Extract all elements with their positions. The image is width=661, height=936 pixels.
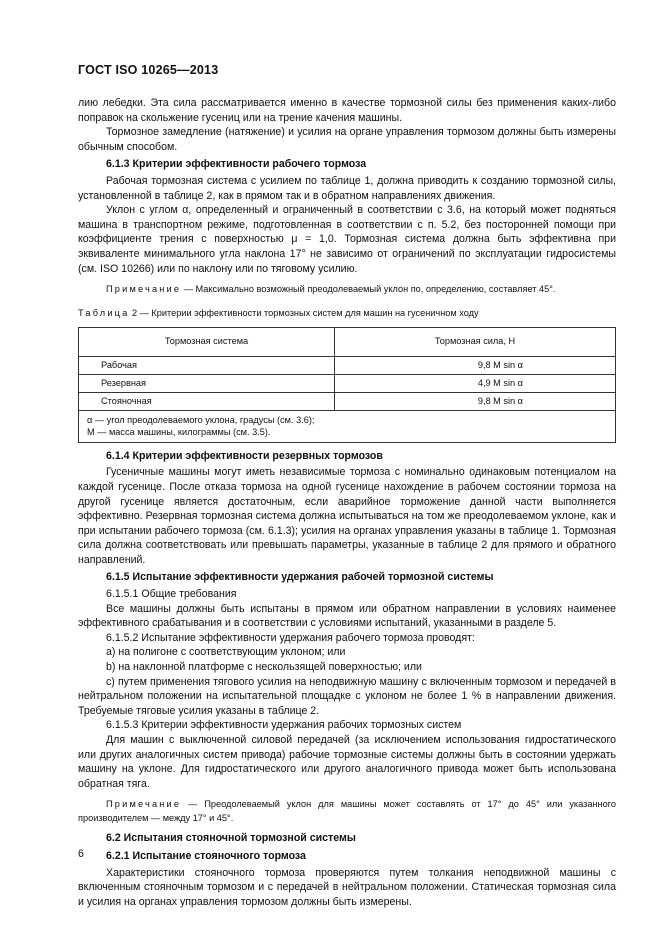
footnote-line: α — угол преодолеваемого уклона, градусы (см. 3.6);	[87, 414, 315, 425]
table-row	[79, 392, 616, 410]
table-cell: 9,8 M sin α	[335, 392, 616, 410]
table-header-cell: Тормозная система	[79, 327, 335, 356]
note	[78, 282, 616, 296]
paragraph: Все машины должны быть испытаны в прямом или обратном направлении в условиях наименее эффективного срабатывания и в соответствии с условиями испытаний, указанными в разделе 5.	[78, 602, 616, 630]
table-cell: 4,9 M sin α	[335, 374, 616, 392]
section-heading-6-2-1: 6.2.1 Испытание стояночного тормоза	[106, 849, 306, 862]
subsection-6-1-5-1: 6.1.5.1 Общие требования	[106, 588, 237, 601]
list-item: a) на полигоне с соответствующим уклоном; или	[106, 646, 346, 659]
table-cell: 9,8 M sin α	[335, 356, 616, 374]
list-item: b) на наклонной платформе с нескользящей поверхностью; или	[106, 661, 422, 674]
section-heading-6-1-4: 6.1.4 Критерии эффективности резервных тормозов	[106, 449, 383, 462]
table-row	[79, 374, 616, 392]
table-caption-text: 2 — Критерии эффективности тормозных систем для машин на гусеничном ходу	[129, 308, 479, 319]
note-label: Примечание	[106, 284, 182, 295]
paragraph: лию лебедки. Эта сила рассматривается именно в качестве тормозной силы без применения каких-либо поправок на скольжение гусениц или на трение качения машины.	[78, 97, 616, 124]
table-cell: Рабочая	[79, 356, 335, 374]
section-heading-6-2: 6.2 Испытания стояночной тормозной системы	[106, 832, 356, 845]
section-heading-6-1-5: 6.1.5 Испытание эффективности удержания рабочей тормозной системы	[106, 571, 494, 584]
paragraph: Характеристики стояночного тормоза проверяются путем толкания неподвижной машины с включенным стояночным тормозом и с передачей в нейтральном положении. Статическая тормозная сила и усилия на органах управления тормозом должны быть измерены.	[78, 866, 616, 908]
table-row	[79, 356, 616, 374]
table-cell: Стояночная	[79, 392, 335, 410]
page-header: ГОСТ ISO 10265—2013	[78, 63, 219, 77]
page-number: 6	[78, 848, 84, 860]
note-text: — Максимально возможный преодолеваемый уклон по, определению, составляет 45°.	[181, 284, 556, 295]
table-header-row	[79, 327, 616, 356]
table-caption	[78, 306, 616, 321]
table-header-cell: Тормозная сила, Н	[335, 327, 616, 356]
subsection-6-1-5-2: 6.1.5.2 Испытание эффективности удержания рабочего тормоза проводят:	[106, 631, 475, 644]
table-cell: Резервная	[79, 374, 335, 392]
table-caption-label: Таблица	[78, 308, 130, 319]
paragraph: Рабочая тормозная система с усилием по таблице 1, должна приводить к созданию тормозной силы, установленной в таблице 2, как в прямом так и в обратном направлениях движения.	[78, 174, 616, 202]
table-footnote	[79, 410, 616, 442]
section-heading-6-1-3: 6.1.3 Критерии эффективности рабочего тормоза	[106, 158, 367, 171]
note	[78, 797, 616, 825]
brake-criteria-table	[78, 327, 616, 443]
subsection-6-1-5-3: 6.1.5.3 Критерии эффективности удержания рабочих тормозных систем	[106, 719, 462, 732]
footnote-line: M — масса машины, килограммы (см. 3.5).	[87, 427, 271, 438]
note-text: — Преодолеваемый уклон для машины может составлять от 17° до 45° или указанного производителем — между 17° и 45°.	[78, 799, 616, 824]
paragraph: Тормозное замедление (натяжение) и усилия на органе управления тормозом должны быть измерены обычным способом.	[78, 126, 616, 153]
list-item: c) путем применения тягового усилия на неподвижную машину с включенным тормозом и передачей в нейтральном положении на испытательной площадке с уклоном не более 1 % в направлении движения. Требуемые тяговые усилия указаны в таблице 2.	[78, 675, 616, 717]
paragraph: Уклон с углом α, определенный и ограниченный в соответствии с 3.6, на который может подняться машина в транспортном режиме, подготовленная в соответствии с п. 5.2, без посторонней помощи при коэффициенте трения с поверхностью μ = 1,0. Тормозная система должна быть эффективна при эквиваленте минимального угла наклона 17° не зависимо от ограничений по эксплуатации гидросистемы (см. ISO 10266) или по наклону или по тяговому усилию.	[78, 204, 616, 275]
table-footnote-row	[79, 410, 616, 442]
page-content	[78, 96, 616, 909]
paragraph: Для машин с выключенной силовой передачей (за исключением использования гидростатического или других аналогичных систем привода) рабочие тормозные системы должны быть в состоянии удержать машину на уклоне. Для гидростатического или другого аналогичного привода может быть использована обратная тяга.	[78, 734, 616, 790]
paragraph: Гусеничные машины могут иметь независимые тормоза с номинально одинаковым потенциалом на каждой гусенице. После отказа тормоза на одной гусенице нахождение в рабочем состоянии тормоза на другой гусенице является достаточным, если аварийное торможение данной части выполняется эффективно. Резервная тормозная система должна испытываться на том же преодолеваемом уклоне, как и при испытании рабочего тормоза (см. 6.1.3); усилия на органах управления указаны в таблице 1. Тормозная сила должна соответствовать или превышать параметры, указанные в таблице 2 для прямого и обратного направлений.	[78, 466, 616, 566]
note-label: Примечание	[106, 799, 182, 810]
